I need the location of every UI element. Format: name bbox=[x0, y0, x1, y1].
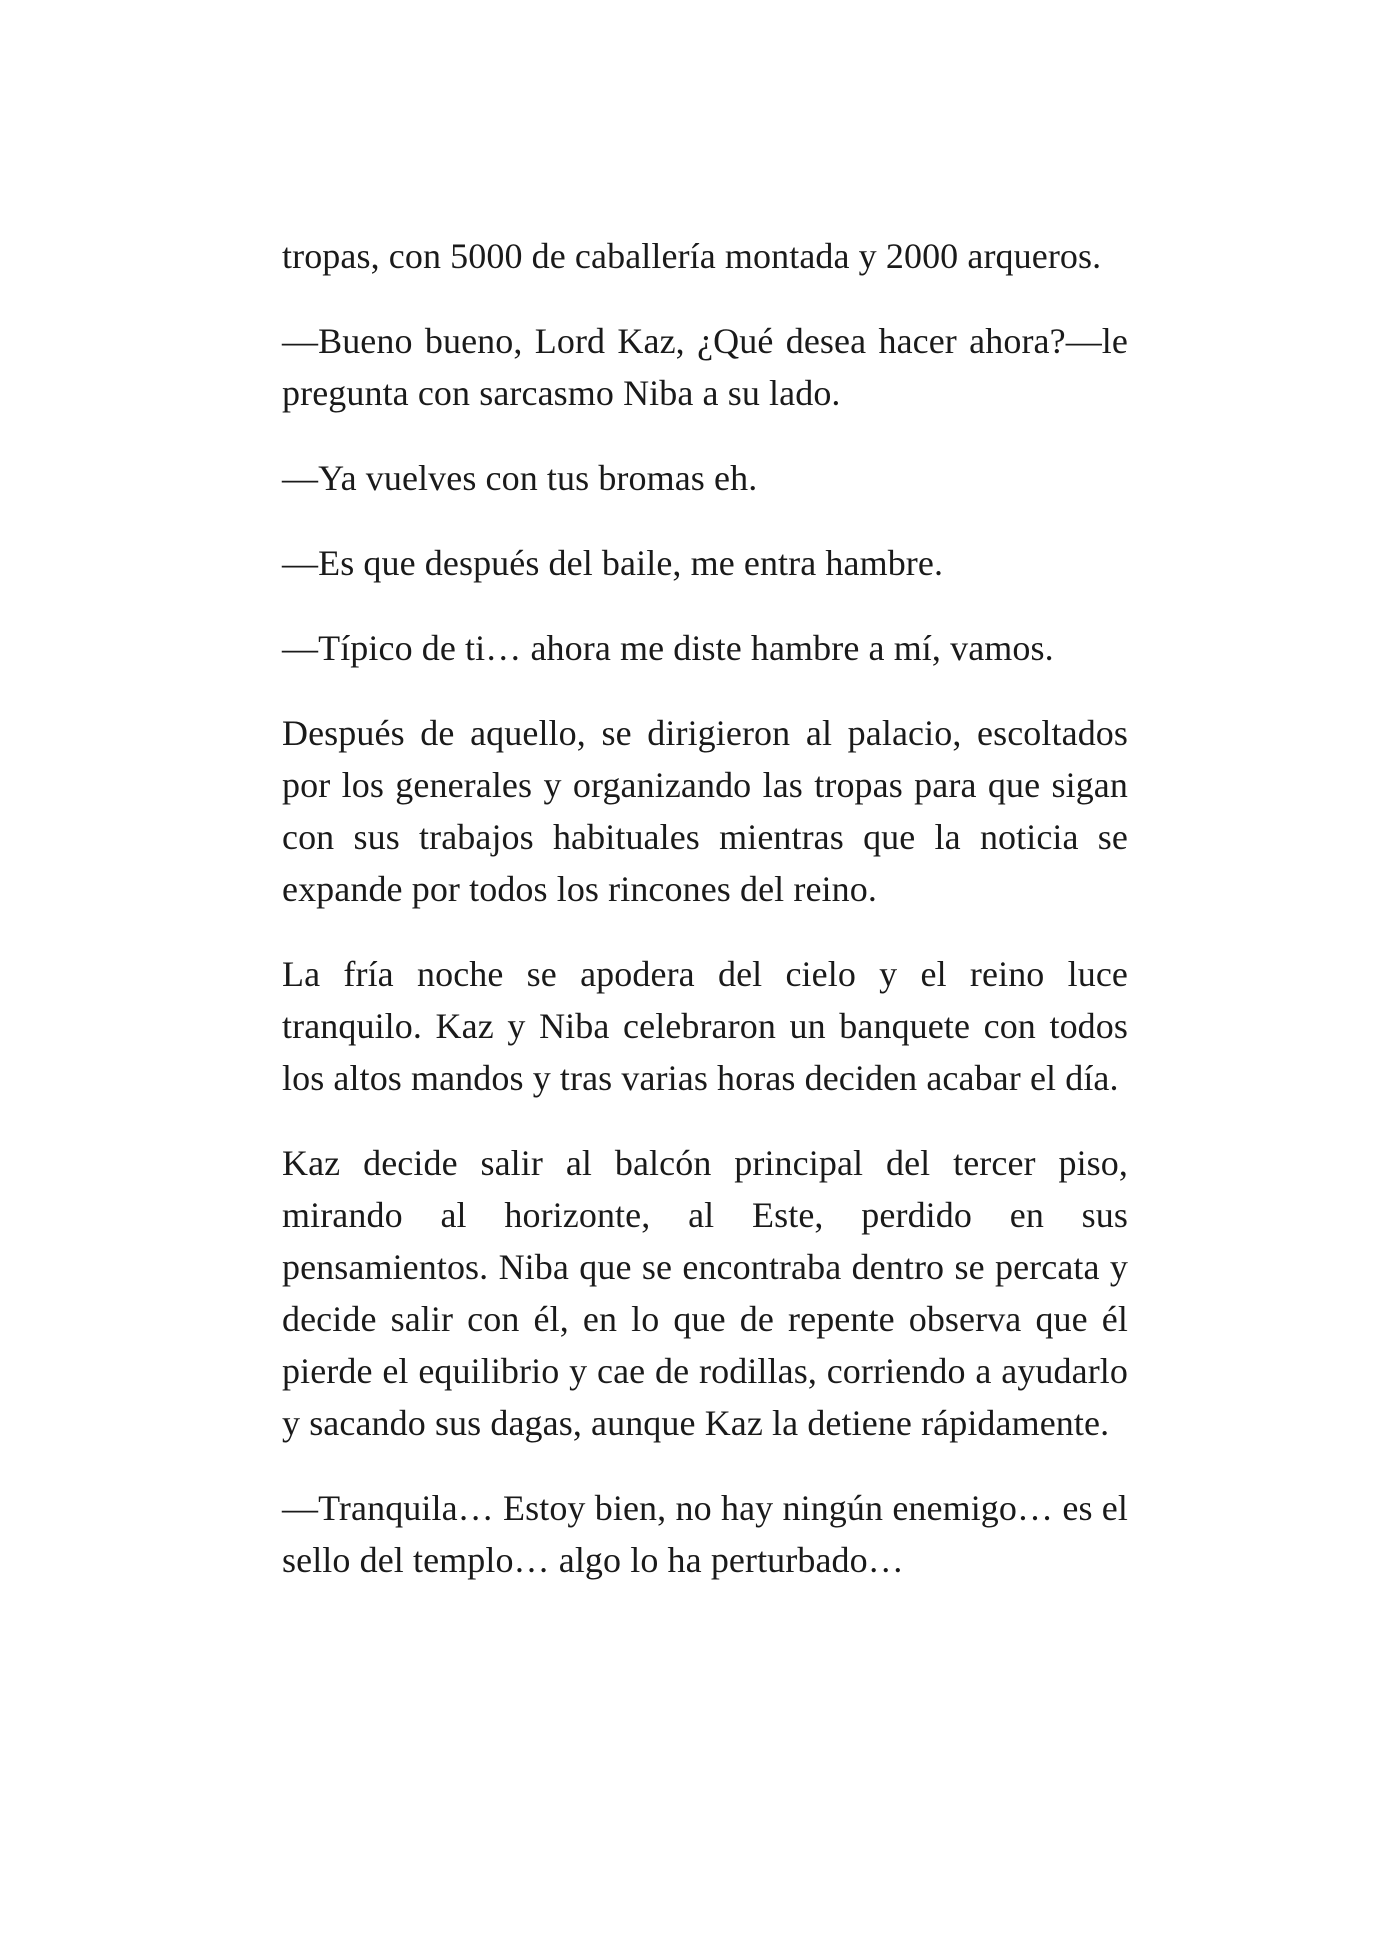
paragraph-troops: tropas, con 5000 de caballería montada y 2000 arqueros. bbox=[282, 236, 1102, 276]
paragraph-dialogue-kaz-jokes: —Ya vuelves con tus bromas eh. bbox=[282, 458, 758, 498]
paragraph-dialogue-kaz-seal: —Tranquila… Estoy bien, no hay ningún enemigo… es el sello del templo… algo lo ha perturbado… bbox=[282, 1488, 1128, 1580]
paragraph-palace: Después de aquello, se dirigieron al palacio, escoltados por los generales y organizando las tropas para que sigan con sus trabajos habituales mientras que la noticia se expande por todos los rincones del reino. bbox=[282, 713, 1128, 909]
paragraph-dialogue-niba-question: —Bueno bueno, Lord Kaz, ¿Qué desea hacer ahora?—le pregunta con sarcasmo Niba a su lado. bbox=[282, 321, 1128, 413]
page-body-text bbox=[282, 230, 1128, 1586]
paragraph-night-banquet: La fría noche se apodera del cielo y el reino luce tranquilo. Kaz y Niba celebraron un banquete con todos los altos mandos y tras varias horas deciden acabar el día. bbox=[282, 954, 1128, 1098]
paragraph-balcony: Kaz decide salir al balcón principal del tercer piso, mirando al horizonte, al Este, perdido en sus pensamientos. Niba que se encontraba dentro se percata y decide salir con él, en lo que de repente observa que él pierde el equilibrio y cae de rodillas, corriendo a ayudarlo y sacando sus dagas, aunque Kaz la detiene rápidamente. bbox=[282, 1143, 1128, 1443]
paragraph-dialogue-kaz-typical: —Típico de ti… ahora me diste hambre a mí, vamos. bbox=[282, 628, 1054, 668]
paragraph-dialogue-niba-hunger: —Es que después del baile, me entra hambre. bbox=[282, 543, 944, 583]
